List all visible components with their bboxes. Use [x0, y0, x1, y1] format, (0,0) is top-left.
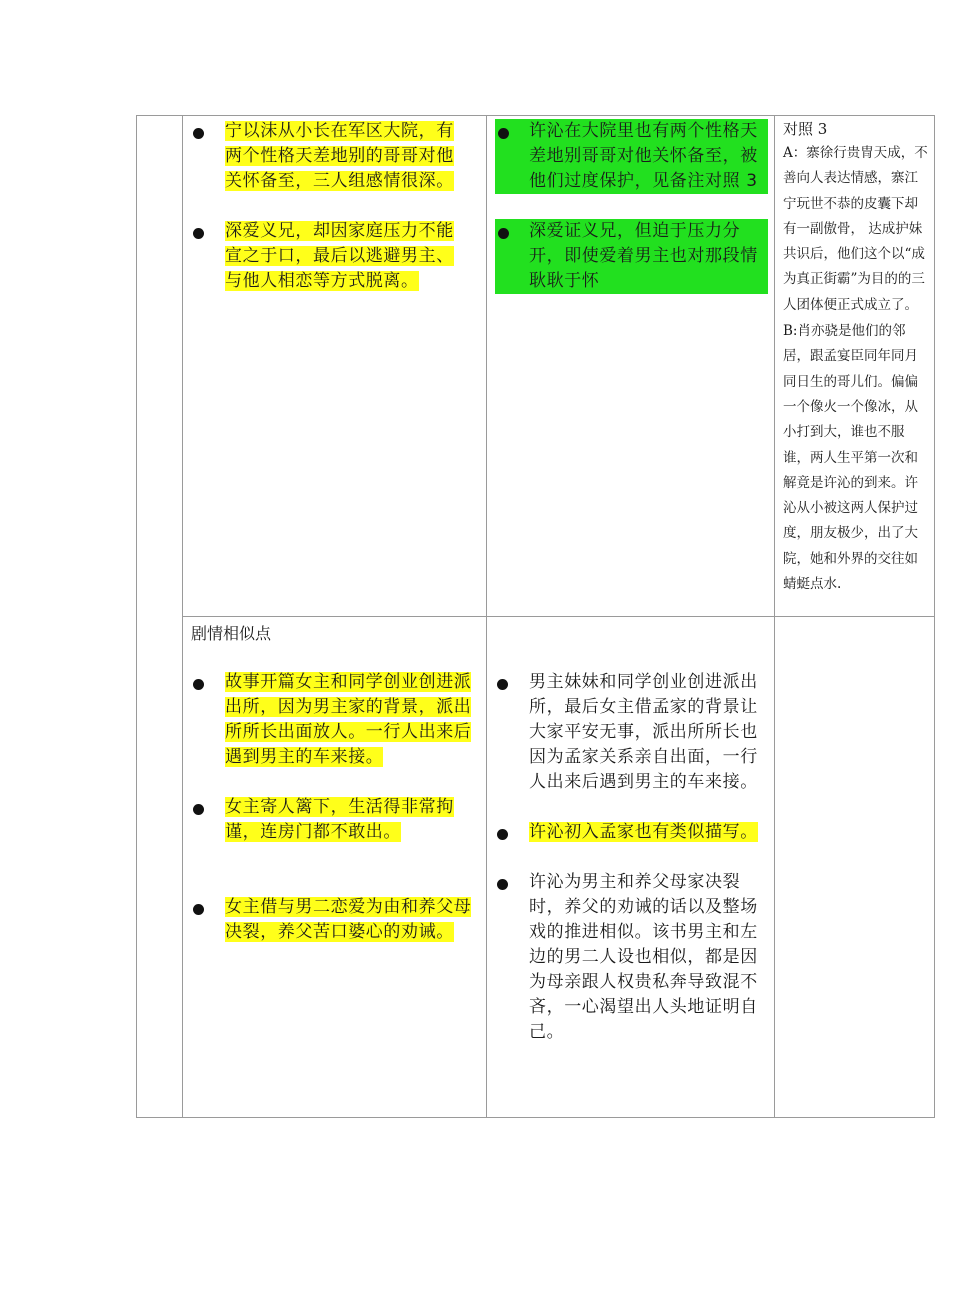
reference-paragraph-b: B:肖亦骁是他们的邻居，跟孟宴臣同年同月同日生的哥儿们。偏偏一个像火一个像冰，从小打到大，谁也不服谁，两人生平第一次和解竟是许沁的到来。许沁从小被这两人保护过度，朋友极少，出了大院，她和外界的交往如蜻蜓点水. — [783, 323, 918, 593]
list-text: 许沁为男主和养父母家决裂时，养父的劝诫的话以及整场戏的推进相似。该书男主和左边的男二人设也相似，都是因为母亲跟人权贵私奔导致混不吝，一心渴望出人头地证明自己。 — [529, 872, 758, 1042]
row1-middle-list — [487, 116, 774, 294]
list-item — [487, 219, 774, 294]
bullet-icon — [193, 679, 204, 690]
reference-title: 对照 3 — [783, 120, 828, 138]
highlighted-text: 深爱义兄，却因家庭压力不能宣之于口，最后以逃避男主、与他人相恋等方式脱离。 — [225, 221, 454, 291]
row2-middle-list — [487, 617, 774, 1045]
list-item — [487, 870, 774, 1045]
bullet-icon — [193, 128, 204, 139]
highlighted-text: 许沁初入孟家也有类似描写。 — [529, 822, 758, 842]
highlighted-text: 女主寄人篱下，生活得非常拘谨，连房门都不敢出。 — [225, 797, 454, 842]
row1-middle-cell — [487, 116, 775, 617]
bullet-icon — [497, 829, 508, 840]
highlighted-text: 许沁在大院里也有两个性格天差地别哥哥对他关怀备至，被他们过度保护，见备注对照 3 — [529, 121, 758, 191]
row2-left-cell — [183, 617, 487, 1118]
list-item — [487, 119, 774, 194]
list-item — [487, 820, 774, 845]
bullet-icon — [193, 904, 204, 915]
bullet-icon — [497, 679, 508, 690]
list-text: 男主妹妹和同学创业创进派出所，最后女主借孟家的背景让大家平安无事，派出所所长也因为孟家关系亲自出面，一行人出来后遇到男主的车来接。 — [529, 672, 758, 792]
row1-left-cell — [183, 116, 487, 617]
row2-left-list — [183, 647, 486, 945]
highlighted-text: 宁以沫从小长在军区大院，有两个性格天差地别的哥哥对他关怀备至，三人组感情很深。 — [225, 121, 454, 191]
bullet-icon — [497, 879, 508, 890]
list-item — [183, 895, 486, 945]
section-heading: 剧情相似点 — [191, 624, 272, 643]
row2-right-cell — [775, 617, 935, 1118]
reference-paragraph-a: A：寨徐行贵冑天成，不善向人表达情感，寨江宁玩世不恭的皮囊下却有一副傲骨， 达成护妹共识后，他们这个以“成为真正街霸”为目的的三人团体便正式成立了。 — [783, 145, 928, 313]
bullet-icon — [498, 228, 509, 239]
list-item — [183, 219, 486, 294]
highlighted-text: 故事开篇女主和同学创业创进派出所，因为男主家的背景，派出所所长出面放人。一行人出来后遇到男主的车来接。 — [225, 672, 472, 767]
highlighted-text: 深爱证义兄，但迫于压力分开，即使爱着男主也对那段情耿耿于怀 — [529, 221, 758, 291]
highlighted-text: 女主借与男二恋爱为由和养父母决裂，养父苦口婆心的劝诫。 — [225, 897, 472, 942]
comparison-table — [136, 115, 935, 1118]
list-item — [487, 670, 774, 795]
row1-empty-cell — [137, 116, 183, 1118]
row1-right-cell — [775, 116, 935, 617]
list-item — [183, 795, 486, 845]
row1-left-list — [183, 116, 486, 294]
bullet-icon — [193, 804, 204, 815]
bullet-icon — [193, 228, 204, 239]
list-item — [183, 119, 486, 194]
row2-middle-cell — [487, 617, 775, 1118]
list-item — [183, 670, 486, 770]
bullet-icon — [498, 128, 509, 139]
